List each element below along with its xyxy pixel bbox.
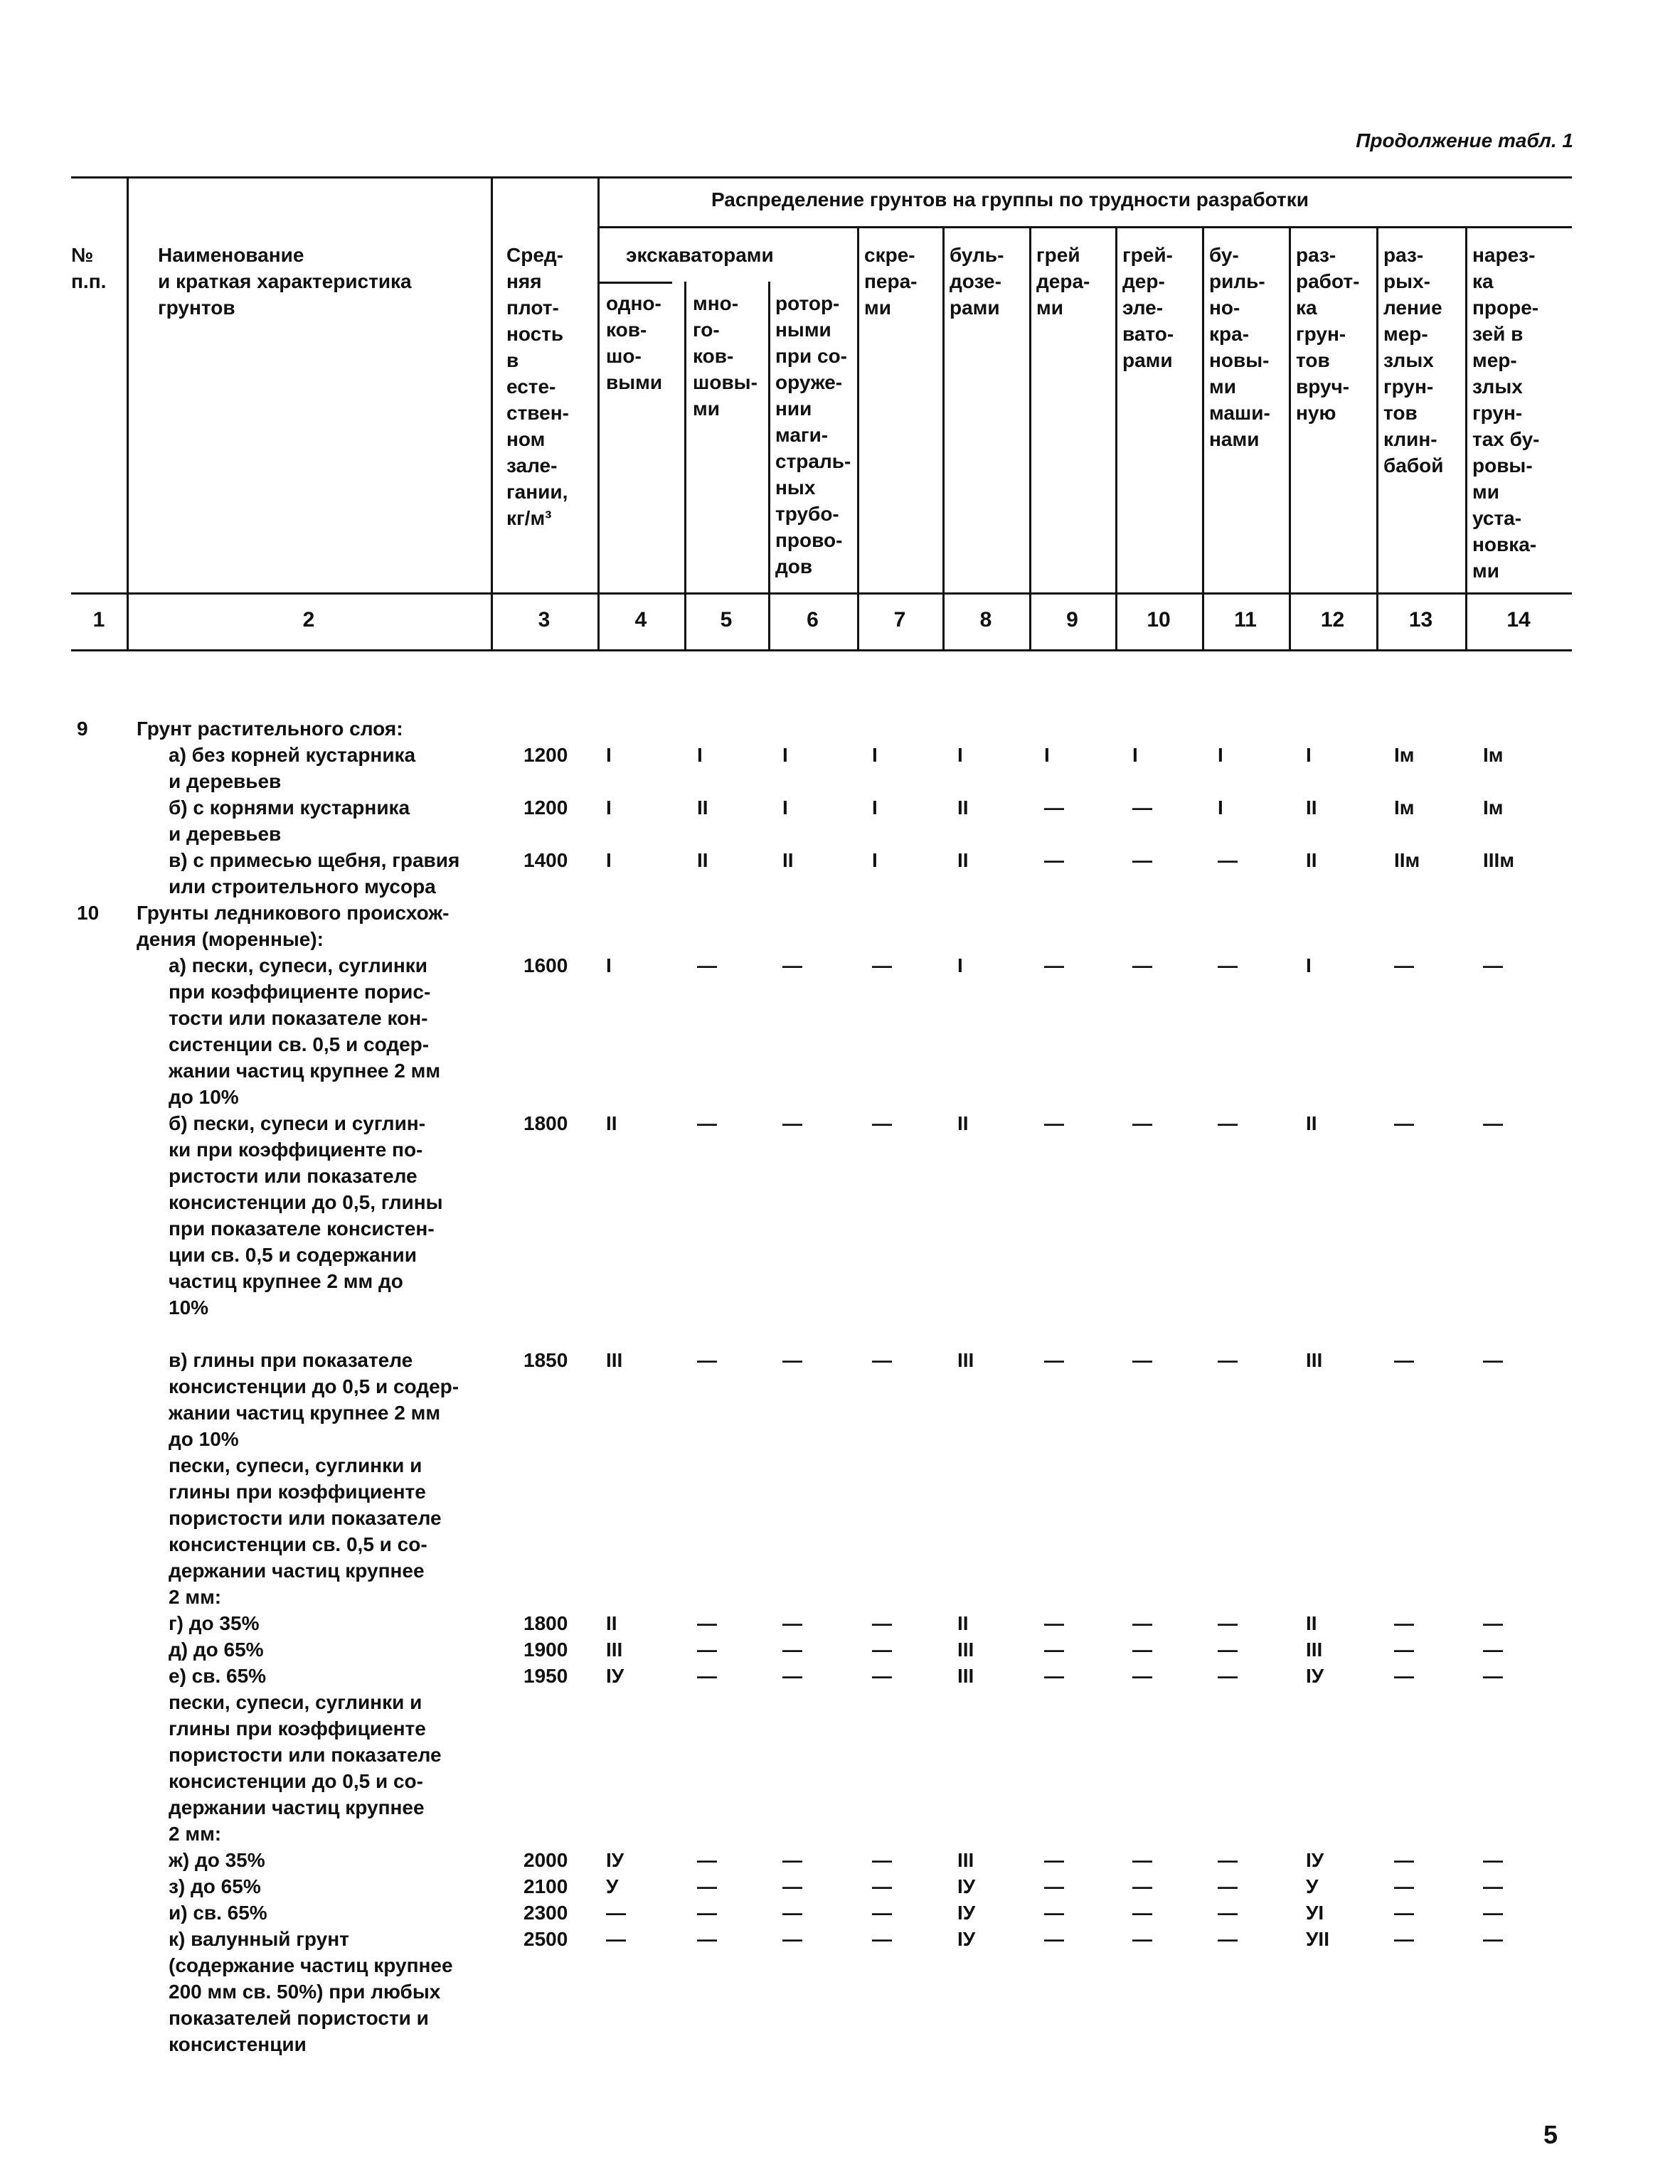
col-number: 5	[720, 608, 733, 632]
row-group-value: —	[1218, 1112, 1238, 1134]
col-number: 7	[893, 608, 906, 632]
row-group-value: —	[1132, 1902, 1152, 1924]
row-group-value: —	[872, 1612, 892, 1634]
row-group-value: —	[782, 1639, 802, 1661]
row-group-value: I	[606, 744, 612, 766]
row-group-value: —	[872, 1665, 892, 1687]
row-group-value: —	[1044, 1665, 1064, 1687]
row-density: 1950	[523, 1665, 568, 1687]
row-group-value: —	[1132, 1928, 1152, 1950]
header-c10: грей- дер- эле- вато- рами	[1122, 244, 1174, 371]
row-group-value: II	[1306, 849, 1317, 871]
row-density: 2500	[523, 1928, 568, 1950]
row-group-value: —	[1132, 797, 1152, 819]
row-group-value: —	[782, 1875, 802, 1897]
row-group-value: —	[1218, 1902, 1238, 1924]
row-group-value: II	[957, 1612, 969, 1634]
row-group-value: —	[1394, 1875, 1414, 1897]
col-number: 2	[302, 608, 315, 632]
row-description: к) валунный грунт (содержание частиц крупнее 200 мм св. 50%) при любых показателей пористости и консистенции	[169, 1928, 453, 2055]
row-group-value: III	[957, 1849, 974, 1871]
row-group-value: —	[1218, 954, 1238, 976]
row-group-value: III	[957, 1665, 974, 1687]
row-group-value: I	[1218, 744, 1223, 766]
row-density: 1200	[523, 744, 568, 766]
row-group-value: IIм	[1394, 849, 1420, 871]
row-group-value: II	[957, 849, 969, 871]
row-group-value: —	[697, 1928, 717, 1950]
row-description: д) до 65%	[169, 1639, 264, 1661]
row-group-value: I	[957, 744, 963, 766]
row-group-value: —	[782, 954, 802, 976]
row-group-value: —	[1044, 954, 1064, 976]
row-group-value: —	[697, 1902, 717, 1924]
row-group-value: —	[1394, 1639, 1414, 1661]
continuation-label: Продолжение табл. 1	[1356, 129, 1573, 151]
row-group-value: III	[606, 1639, 623, 1661]
row-group-value: —	[872, 1639, 892, 1661]
row-group-value: II	[697, 849, 708, 871]
row-group-value: —	[1394, 1349, 1414, 1371]
header-no: № п.п.	[71, 244, 107, 292]
row-group-value: —	[1132, 1612, 1152, 1634]
row-group-value: III	[957, 1349, 974, 1371]
row-group-value: —	[1483, 1612, 1503, 1634]
row-group-value: —	[1218, 1665, 1238, 1687]
header-c14: нарез- ка проре- зей в мер- злых грун- тах бу- ровы- ми уста- новка- ми	[1472, 244, 1540, 582]
row-group-value: —	[782, 1112, 802, 1134]
row-description: а) без корней кустарника и деревьев	[169, 744, 416, 792]
row-group-value: —	[1044, 1112, 1064, 1134]
col-number: 9	[1066, 608, 1078, 632]
col-number: 4	[634, 608, 647, 632]
row-group-value: IУ	[957, 1902, 976, 1924]
row-density: 1400	[523, 849, 568, 871]
row-group-value: —	[1132, 1112, 1152, 1134]
row-description: з) до 65%	[169, 1875, 261, 1897]
col-number: 3	[538, 608, 551, 632]
col-number: 1	[92, 608, 105, 632]
row-group-value: I	[1306, 744, 1312, 766]
row-group-value: I	[782, 744, 788, 766]
row-description: и) св. 65%	[169, 1902, 267, 1924]
row-group-value: У	[606, 1875, 619, 1897]
row-description: ж) до 35%	[169, 1849, 265, 1871]
row-group-value: —	[1483, 1875, 1503, 1897]
row-group-value: II	[606, 1612, 617, 1634]
header-c5: мно- го- ков- шовы- ми	[693, 292, 757, 420]
row-group-value: Iм	[1483, 744, 1504, 766]
row-group-value: —	[1044, 1849, 1064, 1871]
row-group-value: I	[872, 744, 878, 766]
row-description: б) с корнями кустарника и деревьев	[169, 797, 410, 845]
row-group-value: —	[697, 1665, 717, 1687]
row-group-value: —	[1218, 1612, 1238, 1634]
row-density: 2100	[523, 1875, 568, 1897]
header-c9: грей дера- ми	[1036, 244, 1090, 319]
row-group-value: IУ	[957, 1928, 976, 1950]
row-group-value: III	[1306, 1639, 1323, 1661]
row-group-value: —	[1044, 1875, 1064, 1897]
row-group-value: II	[1306, 1112, 1317, 1134]
row-group-value: Iм	[1483, 797, 1504, 819]
row-group-value: —	[1394, 1665, 1414, 1687]
row-group-value: —	[872, 954, 892, 976]
row-group-value: IУ	[1306, 1665, 1324, 1687]
row-group-value: —	[697, 1112, 717, 1134]
row-group-value: —	[1132, 1849, 1152, 1871]
row-group-value: —	[697, 1849, 717, 1871]
row-group-value: I	[606, 849, 612, 871]
row-group-value: —	[782, 1665, 802, 1687]
header-name: Наименование и краткая характеристика грунтов	[158, 244, 412, 319]
row-group-value: —	[1132, 954, 1152, 976]
row-description: а) пески, супеси, суглинки при коэффициенте порис- тости или показателе кон- систенции св. 0,5 и содер- жании частиц крупнее 2 мм до 10%	[169, 954, 441, 1108]
header-c7: скре- пера- ми	[864, 244, 918, 319]
row-group-value: II	[1306, 1612, 1317, 1634]
row-description: пески, супеси, суглинки и глины при коэффициенте пористости или показателе консистенции до 0,5 и со- держании частиц крупнее 2 мм:	[169, 1691, 442, 1845]
row-group-value: IIIм	[1483, 849, 1515, 871]
col-number: 11	[1234, 608, 1257, 632]
header-c12: раз- работ- ка грун- тов вруч- ную	[1296, 244, 1360, 424]
row-group-value: УII	[1306, 1928, 1329, 1950]
row-group-value: —	[782, 1612, 802, 1634]
row-group-value: —	[606, 1902, 626, 1924]
row-density: 2300	[523, 1902, 568, 1924]
row-description: г) до 35%	[169, 1612, 260, 1634]
row-group-value: I	[872, 797, 878, 819]
row-group-value: —	[1483, 1112, 1503, 1134]
header-density: Сред- няя плот- ность в есте- ствен- ном зале- гании, кг/м³	[506, 244, 569, 529]
row-group-value: II	[957, 1112, 969, 1134]
row-description: Грунт растительного слоя:	[137, 718, 403, 740]
row-group-value: —	[1132, 1639, 1152, 1661]
row-group-value: —	[1044, 1928, 1064, 1950]
row-density: 1800	[523, 1612, 568, 1634]
col-number: 14	[1506, 608, 1531, 632]
row-group-value: УI	[1306, 1902, 1324, 1924]
row-density: 1900	[523, 1639, 568, 1661]
row-group-value: —	[697, 954, 717, 976]
row-group-value: —	[1483, 1928, 1503, 1950]
row-group-value: —	[1132, 1349, 1152, 1371]
row-group-value: —	[1394, 1849, 1414, 1871]
row-group-value: II	[697, 797, 708, 819]
row-group-value: —	[1394, 1902, 1414, 1924]
row-group-value: —	[782, 1902, 802, 1924]
row-group-value: —	[1132, 1875, 1152, 1897]
row-group-value: —	[872, 1112, 892, 1134]
row-group-value: —	[1044, 1612, 1064, 1634]
header-c4: одно- ков- шо- выми	[606, 292, 663, 393]
row-group-value: —	[782, 1849, 802, 1871]
header-c13: раз- рых- ление мер- злых грун- тов клин- бабой	[1383, 244, 1444, 476]
row-group-value: I	[606, 954, 612, 976]
row-group-value: III	[957, 1639, 974, 1661]
row-density: 1600	[523, 954, 568, 976]
row-group-value: —	[1483, 1849, 1503, 1871]
row-group-value: —	[1044, 1902, 1064, 1924]
row-group-value: I	[1132, 744, 1138, 766]
row-group-value: —	[1394, 1928, 1414, 1950]
row-group-value: III	[1306, 1349, 1323, 1371]
row-density: 1200	[523, 797, 568, 819]
row-group-value: —	[1483, 1349, 1503, 1371]
row-group-value: —	[606, 1928, 626, 1950]
row-group-value: —	[1394, 1112, 1414, 1134]
row-group-value: Iм	[1394, 744, 1415, 766]
row-group-value: I	[1044, 744, 1050, 766]
col-number: 12	[1320, 608, 1345, 632]
row-group-value: II	[782, 849, 794, 871]
row-group-value: —	[1394, 1612, 1414, 1634]
row-group-value: II	[957, 797, 969, 819]
row-group-value: I	[1218, 797, 1223, 819]
row-group-value: —	[1044, 1639, 1064, 1661]
col-number: 10	[1147, 608, 1171, 632]
row-group-value: —	[1483, 1639, 1503, 1661]
row-group-value: —	[872, 1928, 892, 1950]
row-group-value: I	[1306, 954, 1312, 976]
row-group-value: —	[1218, 1928, 1238, 1950]
row-group-value: —	[1132, 849, 1152, 871]
table-header	[71, 176, 1572, 651]
row-group-value: —	[1218, 1849, 1238, 1871]
row-description: е) св. 65%	[169, 1665, 267, 1687]
row-group-value: III	[606, 1349, 623, 1371]
row-group-value: —	[1218, 1639, 1238, 1661]
row-group-value: IУ	[1306, 1849, 1324, 1871]
row-group-value: —	[1044, 797, 1064, 819]
row-group-value: —	[872, 1849, 892, 1871]
row-group-value: I	[872, 849, 878, 871]
row-group-value: —	[872, 1902, 892, 1924]
row-group-value: —	[1394, 954, 1414, 976]
col-number: 13	[1408, 608, 1433, 632]
row-group-value: —	[872, 1875, 892, 1897]
row-group-value: —	[1218, 1349, 1238, 1371]
row-group-value: —	[1044, 849, 1064, 871]
header-group-title: Распределение грунтов на группы по трудности разработки	[711, 188, 1309, 211]
row-group-value: —	[1218, 849, 1238, 871]
row-group-value: IУ	[606, 1849, 624, 1871]
row-group-value: —	[872, 1349, 892, 1371]
row-group-value: —	[1132, 1665, 1152, 1687]
col-number: 8	[979, 608, 992, 632]
col-number: 6	[807, 608, 819, 632]
row-description: в) с примесью щебня, гравия или строительного мусора	[169, 849, 460, 897]
row-group-value: Iм	[1394, 797, 1415, 819]
header-c11: бу- риль- но- кра- новы- ми маши- нами	[1209, 244, 1270, 450]
header-c8: буль- дозе- рами	[950, 244, 1004, 319]
row-group-value: II	[606, 1112, 617, 1134]
header-excavators: экскаваторами	[626, 244, 774, 266]
row-group-value: II	[1306, 797, 1317, 819]
row-group-value: —	[697, 1612, 717, 1634]
row-description: Грунты ледникового происхож- дения (моренные):	[137, 902, 450, 950]
row-description: в) глины при показателе консистенции до 0,5 и содер- жании частиц крупнее 2 мм до 10%	[169, 1349, 459, 1450]
row-description: пески, супеси, суглинки и глины при коэффициенте пористости или показателе консистенции св. 0,5 и со- держании частиц крупнее 2 мм:	[169, 1454, 442, 1608]
row-number: 9	[77, 718, 88, 740]
row-group-value: I	[697, 744, 703, 766]
row-group-value: —	[1483, 1902, 1503, 1924]
row-group-value: I	[606, 797, 612, 819]
row-group-value: —	[1218, 1875, 1238, 1897]
row-group-value: —	[782, 1349, 802, 1371]
header-c6: ротор- ными при со- оруже- нии маги- страль- ных трубо- прово- дов	[775, 292, 851, 577]
row-group-value: —	[697, 1349, 717, 1371]
row-group-value: —	[1044, 1349, 1064, 1371]
row-group-value: I	[957, 954, 963, 976]
page-number: 5	[1543, 2120, 1558, 2149]
row-group-value: —	[1483, 1665, 1503, 1687]
row-group-value: —	[1483, 954, 1503, 976]
row-description: б) пески, супеси и суглин- ки при коэффициенте по- ристости или показателе консистенции до 0,5, глины при показателе консистен- ции св. 0,5 и содержании частиц крупнее 2 мм до 10%	[169, 1112, 443, 1319]
row-group-value: —	[697, 1639, 717, 1661]
row-group-value: IУ	[957, 1875, 976, 1897]
row-group-value: IУ	[606, 1665, 624, 1687]
row-density: 1800	[523, 1112, 568, 1134]
row-density: 1850	[523, 1349, 568, 1371]
row-number: 10	[77, 902, 100, 924]
row-density: 2000	[523, 1849, 568, 1871]
row-group-value: I	[782, 797, 788, 819]
row-group-value: —	[782, 1928, 802, 1950]
row-group-value: У	[1306, 1875, 1319, 1897]
row-group-value: —	[697, 1875, 717, 1897]
